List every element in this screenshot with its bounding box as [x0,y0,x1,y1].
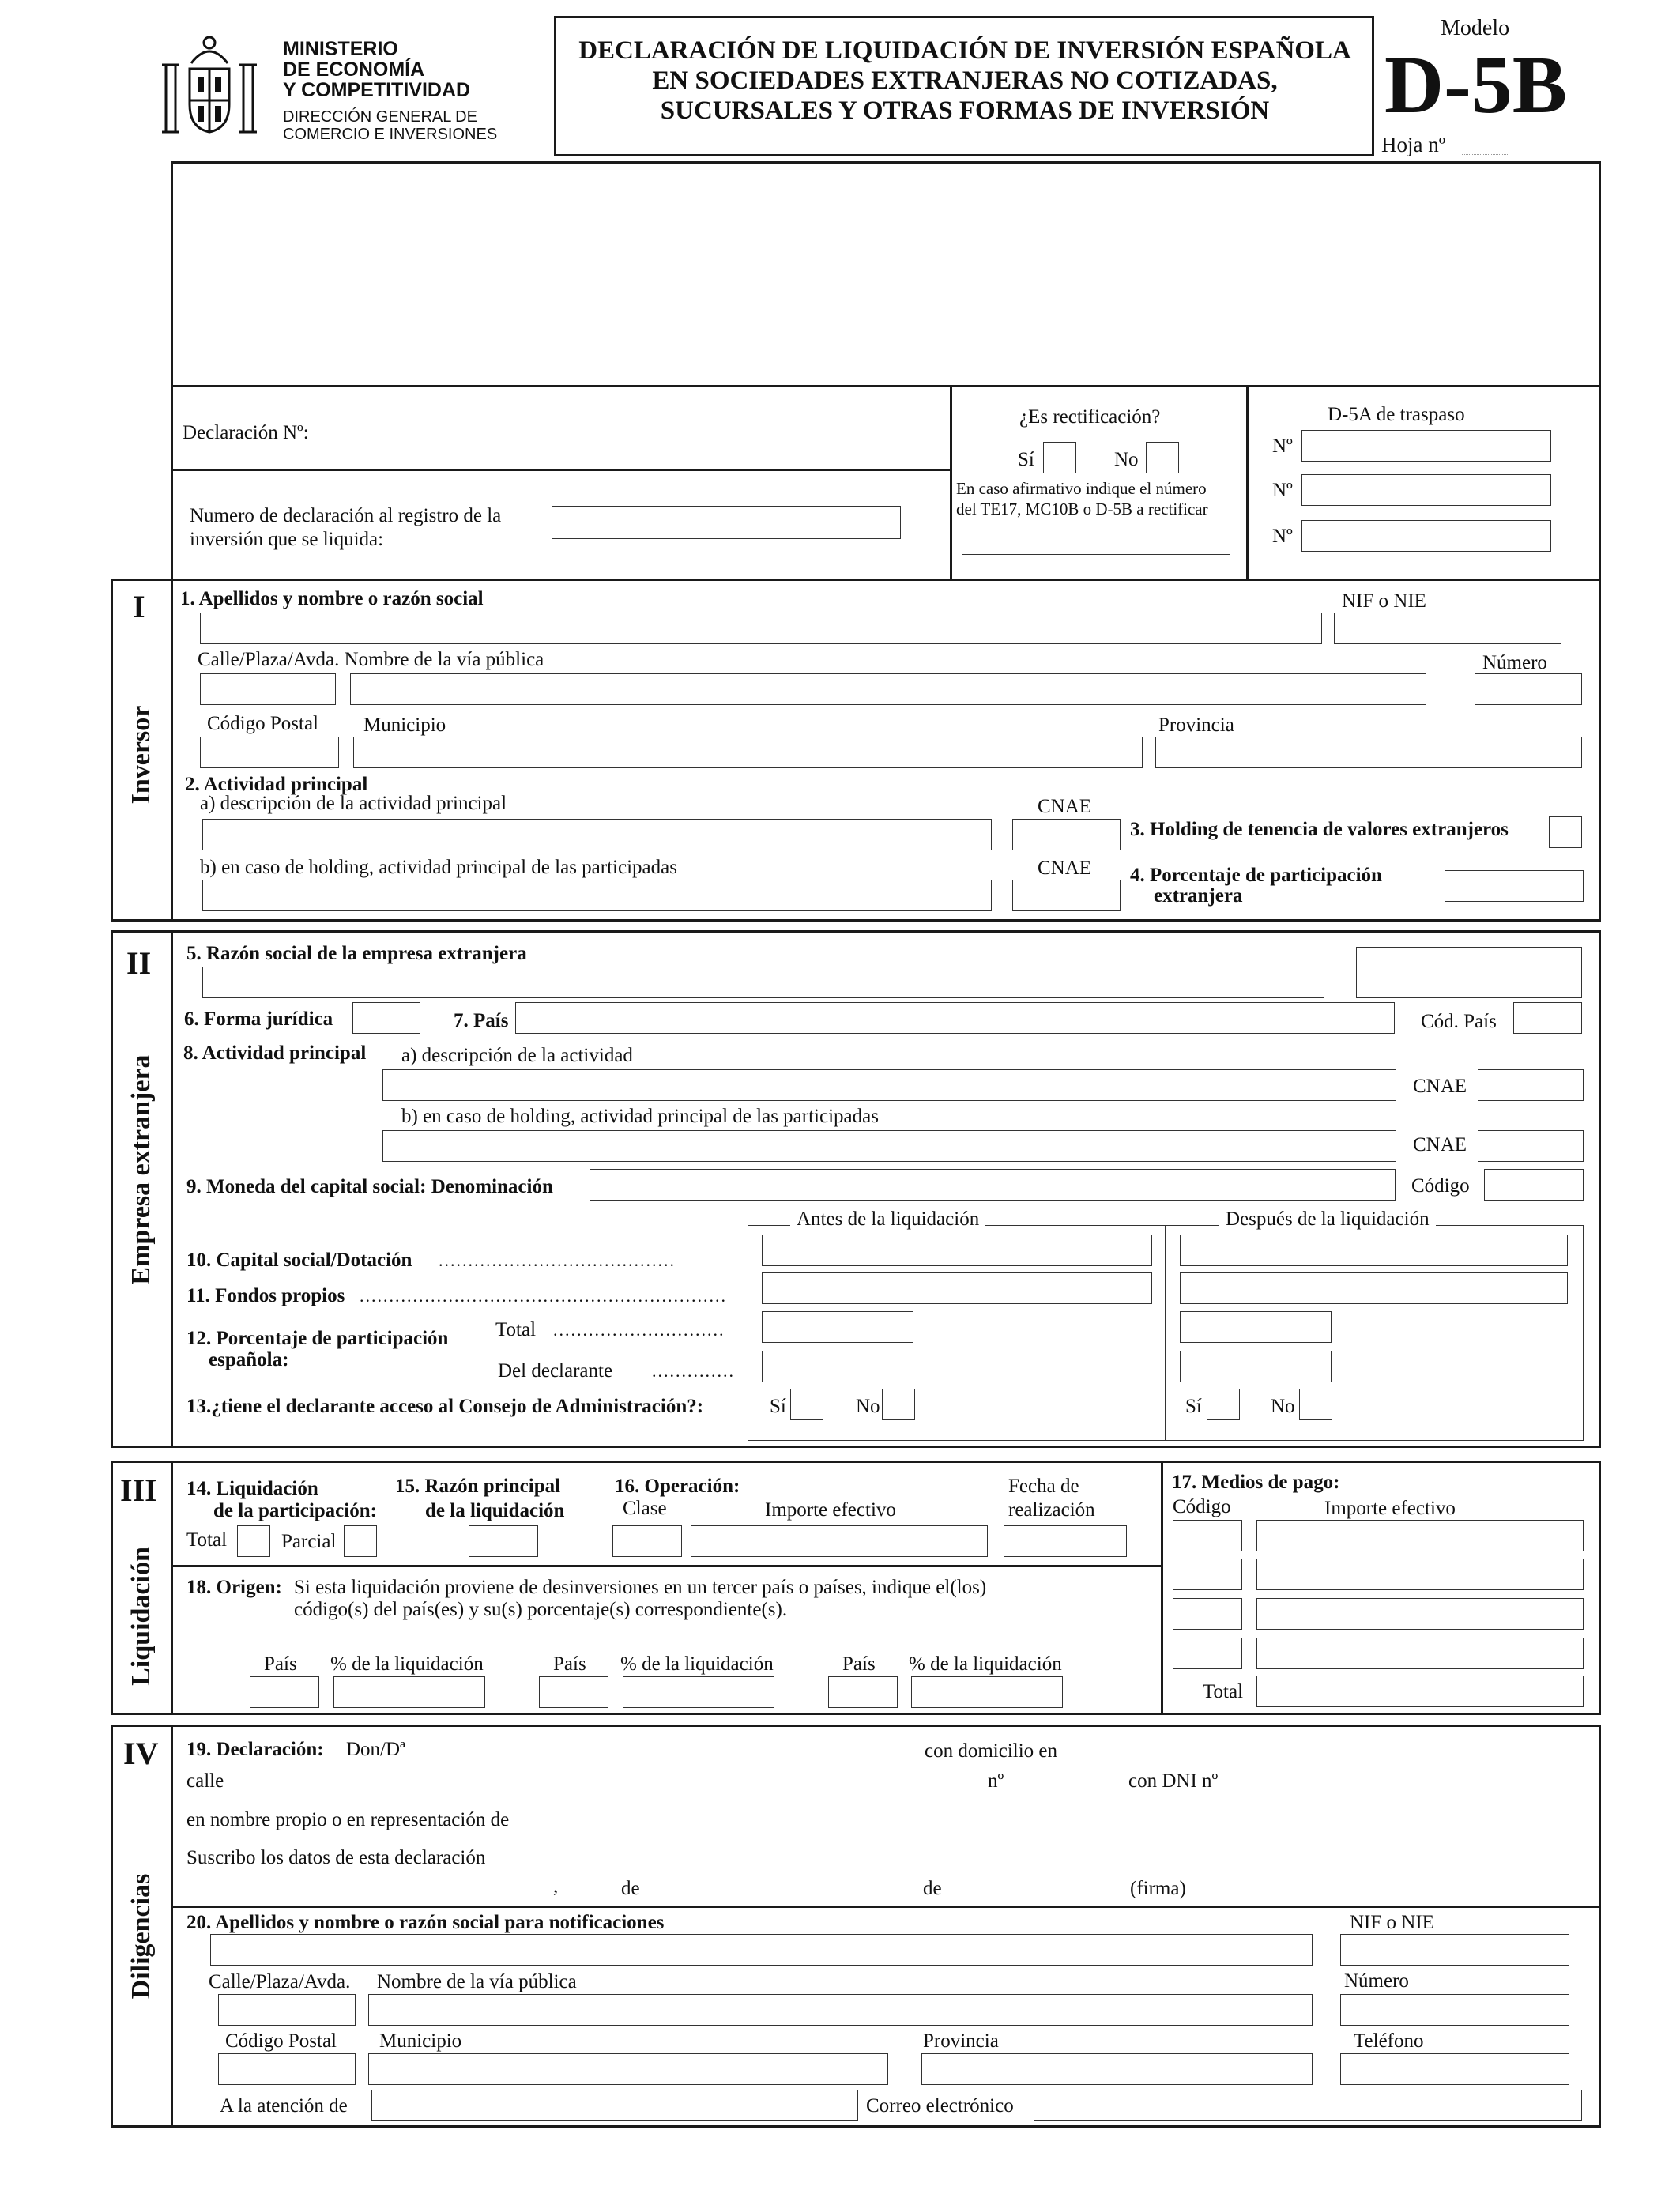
pago-codigo-2-input[interactable] [1173,1559,1242,1590]
cod-pais-label: Cód. País [1421,1011,1497,1032]
fecha-comma: , [553,1875,559,1897]
hoja-number-input[interactable] [1462,131,1509,155]
empresa-cod-pais-input[interactable] [1513,1002,1582,1034]
correo-input[interactable] [1034,2090,1582,2121]
fecha-label-1: Fecha de [1008,1476,1079,1497]
liq-total-checkbox[interactable] [237,1525,270,1557]
notif-nif-input[interactable] [1340,1934,1569,1966]
rectificacion-no-checkbox[interactable] [1146,442,1179,473]
field-19-label: 19. Declaración: [186,1739,324,1760]
ministry-name-3: Y COMPETITIVIDAD [283,79,471,101]
field-2a-label: a) descripción de la actividad principal [200,793,507,814]
origen-pct-2-input[interactable] [623,1676,774,1708]
fondos-despues-input[interactable] [1180,1272,1568,1304]
atencion-input[interactable] [371,2090,858,2121]
pago-importe-3-input[interactable] [1256,1598,1584,1630]
modelo-label: Modelo [1441,16,1510,40]
field-9-label: 9. Moneda del capital social: Denominación [186,1176,553,1197]
official-use-area [171,161,1601,387]
field-15-label-2: de la liquidación [425,1500,565,1521]
directorate-2: COMERCIO E INVERSIONES [283,126,498,143]
nombre-propio-label: en nombre propio o en representación de [186,1809,510,1830]
traspaso-title: D-5A de traspaso [1328,404,1465,425]
field-13-label: 13.¿tiene el declarante acceso al Consejo de Administración?: [186,1396,704,1417]
participacion-extranjera-input[interactable] [1445,870,1584,902]
origen-pais-1-input[interactable] [250,1676,319,1708]
traspaso-no-label-2: Nº [1272,480,1293,501]
traspaso-no-label-1: Nº [1272,435,1293,457]
registro-number-input[interactable] [552,506,901,539]
ministry-name-1: MINISTERIO [283,38,398,60]
total-pct-label: Total [495,1319,537,1340]
field-2-label: 2. Actividad principal [185,774,368,795]
pago-importe-2-input[interactable] [1256,1559,1584,1590]
nif-label: NIF o NIE [1342,590,1426,612]
operacion-clase-input[interactable] [612,1525,682,1557]
section-II-label: Empresa extranjera [126,1054,156,1285]
notif-nombre-input[interactable] [210,1934,1313,1966]
empresa-extra-code-input[interactable] [1356,947,1582,998]
field-8a-label: a) descripción de la actividad [401,1045,633,1066]
field-4-label-1: 4. Porcentaje de participación [1130,865,1382,886]
liq-total-label: Total [186,1529,228,1551]
registro-label-2: inversión que se liquida: [190,529,384,550]
field-1-label: 1. Apellidos y nombre o razón social [180,588,484,609]
notif-telefono-label: Teléfono [1354,2030,1424,2052]
field-7-label: 7. País [454,1010,509,1031]
traspaso-no-label-3: Nº [1272,526,1293,547]
calle-declaracion-label: calle [186,1770,224,1792]
empresa-cnae-b-input[interactable] [1478,1130,1584,1162]
inversor-actividad-input[interactable] [202,819,992,850]
municipio-label: Municipio [363,714,446,736]
atencion-label: A la atención de [220,2095,348,2117]
field-10-label: 10. Capital social/Dotación [186,1250,412,1271]
moneda-codigo-input[interactable] [1484,1169,1584,1201]
notif-via-input[interactable] [368,1994,1313,2026]
form-title-2: EN SOCIEDADES EXTRANJERAS NO COTIZADAS, [652,66,1278,95]
cnae-label-8a: CNAE [1413,1076,1467,1097]
section-II-roman: II [126,945,152,981]
field-18-text-2: código(s) del país(es) y su(s) porcentaje(s) correspondiente(s). [294,1599,788,1620]
clase-label: Clase [623,1498,667,1519]
field-3-label: 3. Holding de tenencia de valores extranjeros [1130,819,1509,840]
correo-label: Correo electrónico [866,2095,1014,2117]
dni-label: con DNI nº [1128,1770,1219,1792]
pct-total-antes-input[interactable] [762,1311,913,1343]
fondos-antes-input[interactable] [762,1272,1152,1304]
origen-pct-3-input[interactable] [911,1676,1063,1708]
field-8b-label: b) en caso de holding, actividad principal de las participadas [401,1106,879,1127]
fecha-de-2: de [923,1878,942,1899]
inversor-municipio-input[interactable] [353,737,1143,768]
origen-pct-label-1: % de la liquidación [330,1653,484,1675]
field-16-label: 16. Operación: [615,1476,740,1497]
traspaso-input-1[interactable] [1301,430,1551,462]
operacion-importe-input[interactable] [691,1525,988,1557]
moneda-denominacion-input[interactable] [590,1169,1396,1201]
rectificacion-si-label: Sí [1018,449,1034,470]
notif-telefono-input[interactable] [1340,2053,1569,2085]
inversor-provincia-input[interactable] [1155,737,1582,768]
inversor-via-input[interactable] [350,673,1426,705]
fecha-de-1: de [621,1878,640,1899]
pago-codigo-label: Código [1173,1496,1231,1517]
pago-total-input[interactable] [1256,1676,1584,1707]
despues-label: Después de la liquidación [1219,1209,1436,1229]
pct-declarante-despues-input[interactable] [1180,1351,1332,1382]
pago-importe-1-input[interactable] [1256,1520,1584,1551]
inversor-cp-input[interactable] [200,737,339,768]
origen-pct-1-input[interactable] [333,1676,485,1708]
pago-total-label: Total [1203,1681,1244,1702]
notif-provincia-label: Provincia [923,2030,999,2052]
field-14-label-2: de la participación: [213,1500,377,1521]
fecha-label-2: realización [1008,1499,1095,1521]
notif-provincia-input[interactable] [921,2053,1313,2085]
consejo-antes-si-label: Sí [770,1396,786,1417]
rectificacion-number-input[interactable] [962,522,1230,555]
liq-parcial-label: Parcial [281,1531,337,1552]
notif-tipo-via-input[interactable] [218,1994,356,2026]
declaracion-number-label: Declaración Nº: [183,422,309,443]
codigo-moneda-label: Código [1411,1175,1470,1197]
suscribo-label: Suscribo los datos de esta declaración [186,1847,486,1868]
pago-codigo-1-input[interactable] [1173,1520,1242,1551]
inversor-nif-input[interactable] [1334,613,1561,644]
field-2b-label: b) en caso de holding, actividad principal de las participadas [200,857,677,878]
pago-importe-label: Importe efectivo [1324,1498,1456,1519]
empresa-actividad-input[interactable] [382,1069,1396,1101]
notif-municipio-input[interactable] [368,2053,888,2085]
form-title-3: SUCURSALES Y OTRAS FORMAS DE INVERSIÓN [660,96,1270,125]
field-4-label-2: extranjera [1154,885,1243,907]
section-I-label: Inversor [126,705,156,805]
field-17-label: 17. Medios de pago: [1172,1472,1340,1493]
field-18-text-1: Si esta liquidación proviene de desinversiones en un tercer país o países, indique el(los) [294,1577,987,1598]
origen-pct-label-2: % de la liquidación [620,1653,774,1675]
field-5-label: 5. Razón social de la empresa extranjera [186,943,527,964]
coat-of-arms-logo [158,33,261,140]
empresa-cnae-a-input[interactable] [1478,1069,1584,1101]
forma-juridica-input[interactable] [352,1002,420,1034]
afirmativo-text-1: En caso afirmativo indique el número [956,479,1207,498]
antes-label: Antes de la liquidación [790,1209,985,1229]
fecha-realizacion-input[interactable] [1004,1525,1127,1557]
origen-pais-label-3: País [842,1653,876,1675]
pct-declarante-antes-input[interactable] [762,1351,913,1382]
section-IV-label: Diligencias [126,1873,156,2000]
section-III-roman: III [120,1472,157,1508]
calle-label: Calle/Plaza/Avda. Nombre de la vía pública [198,649,544,670]
form-title-1: DECLARACIÓN DE LIQUIDACIÓN DE INVERSIÓN ESPAÑOLA [578,36,1351,65]
field-11-dots: .............................................................. [360,1286,727,1306]
holding-checkbox[interactable] [1549,816,1582,848]
section-IV-roman: IV [123,1736,159,1771]
liq-parcial-checkbox[interactable] [344,1525,377,1557]
notif-cp-label: Código Postal [225,2030,337,2052]
firma-label: (firma) [1130,1878,1186,1899]
modelo-code: D-5B [1384,40,1568,130]
section-III-label: Liquidación [126,1547,156,1686]
empresa-razon-social-input[interactable] [202,967,1324,998]
consejo-antes-si-checkbox[interactable] [790,1389,823,1420]
del-declarante-label: Del declarante [498,1360,613,1382]
field-15-label-1: 15. Razón principal [395,1476,561,1497]
cp-label: Código Postal [207,713,318,734]
numero-declaracion-label: nº [988,1770,1004,1792]
domicilio-label: con domicilio en [925,1740,1058,1762]
cnae-label-2b: CNAE [1038,858,1092,879]
inversor-cnae-a-input[interactable] [1012,819,1121,850]
rectificacion-question: ¿Es rectificación? [1019,406,1161,428]
consejo-antes-no-label: No [856,1396,880,1417]
field-10-dots: ........................................ [439,1250,676,1270]
consejo-antes-no-checkbox[interactable] [882,1389,915,1420]
notif-numero-input[interactable] [1340,1994,1569,2026]
cnae-label-8b: CNAE [1413,1134,1467,1155]
field-12-label-1: 12. Porcentaje de participación [186,1328,449,1349]
field-20-label: 20. Apellidos y nombre o razón social para notificaciones [186,1912,665,1933]
provincia-label: Provincia [1158,714,1234,736]
pago-codigo-3-input[interactable] [1173,1598,1242,1630]
consejo-despues-no-label: No [1271,1396,1295,1417]
inversor-holding-actividad-input[interactable] [202,880,992,911]
pago-codigo-4-input[interactable] [1173,1638,1242,1669]
hoja-label: Hoja nº [1381,133,1446,156]
total-pct-dots: ............................. [553,1320,725,1340]
traspaso-input-2[interactable] [1301,474,1551,506]
origen-pct-label-3: % de la liquidación [909,1653,1062,1675]
importe-label: Importe efectivo [765,1499,896,1521]
inversor-numero-input[interactable] [1475,673,1582,705]
field-18-label: 18. Origen: [186,1577,282,1598]
rectificacion-no-label: No [1114,449,1139,470]
notif-nif-label: NIF o NIE [1350,1912,1434,1933]
origen-pais-2-input[interactable] [539,1676,608,1708]
consejo-despues-si-checkbox[interactable] [1207,1389,1240,1420]
notif-calle-label: Calle/Plaza/Avda. [209,1971,351,1992]
origen-pais-label-2: País [553,1653,586,1675]
don-label: Don/Dª [346,1739,405,1760]
field-6-label: 6. Forma jurídica [184,1008,333,1030]
pago-importe-4-input[interactable] [1256,1638,1584,1669]
consejo-despues-no-checkbox[interactable] [1299,1389,1332,1420]
traspaso-input-3[interactable] [1301,520,1551,552]
del-declarante-dots: .............. [652,1361,735,1381]
capital-antes-input[interactable] [762,1235,1152,1266]
capital-despues-input[interactable] [1180,1235,1568,1266]
pct-total-despues-input[interactable] [1180,1311,1332,1343]
ministry-name-2: DE ECONOMÍA [283,58,425,81]
origen-pais-3-input[interactable] [828,1676,898,1708]
empresa-pais-input[interactable] [515,1002,1395,1034]
section-I-roman: I [133,589,145,624]
inversor-name-input[interactable] [200,613,1322,644]
rectificacion-si-checkbox[interactable] [1043,442,1076,473]
field-11-label: 11. Fondos propios [186,1285,345,1306]
inversor-tipo-via-input[interactable] [200,673,336,705]
field-12-label-2: española: [209,1349,289,1370]
afirmativo-text-2: del TE17, MC10B o D-5B a rectificar [956,499,1208,518]
notif-via-label: Nombre de la vía pública [377,1971,577,1992]
empresa-holding-actividad-input[interactable] [382,1130,1396,1162]
registro-label-1: Numero de declaración al registro de la [190,505,502,526]
directorate-1: DIRECCIÓN GENERAL DE [283,108,477,126]
consejo-despues-si-label: Sí [1185,1396,1202,1417]
origen-pais-label-1: País [264,1653,297,1675]
notif-numero-label: Número [1344,1970,1409,1992]
field-14-label-1: 14. Liquidación [186,1478,318,1499]
inversor-cnae-b-input[interactable] [1012,880,1121,911]
cnae-label-2a: CNAE [1038,796,1092,817]
numero-label: Número [1482,652,1547,673]
field-8-label: 8. Actividad principal [183,1042,367,1064]
notif-cp-input[interactable] [218,2053,356,2085]
razon-principal-input[interactable] [469,1525,538,1557]
notif-municipio-label: Municipio [379,2030,462,2052]
